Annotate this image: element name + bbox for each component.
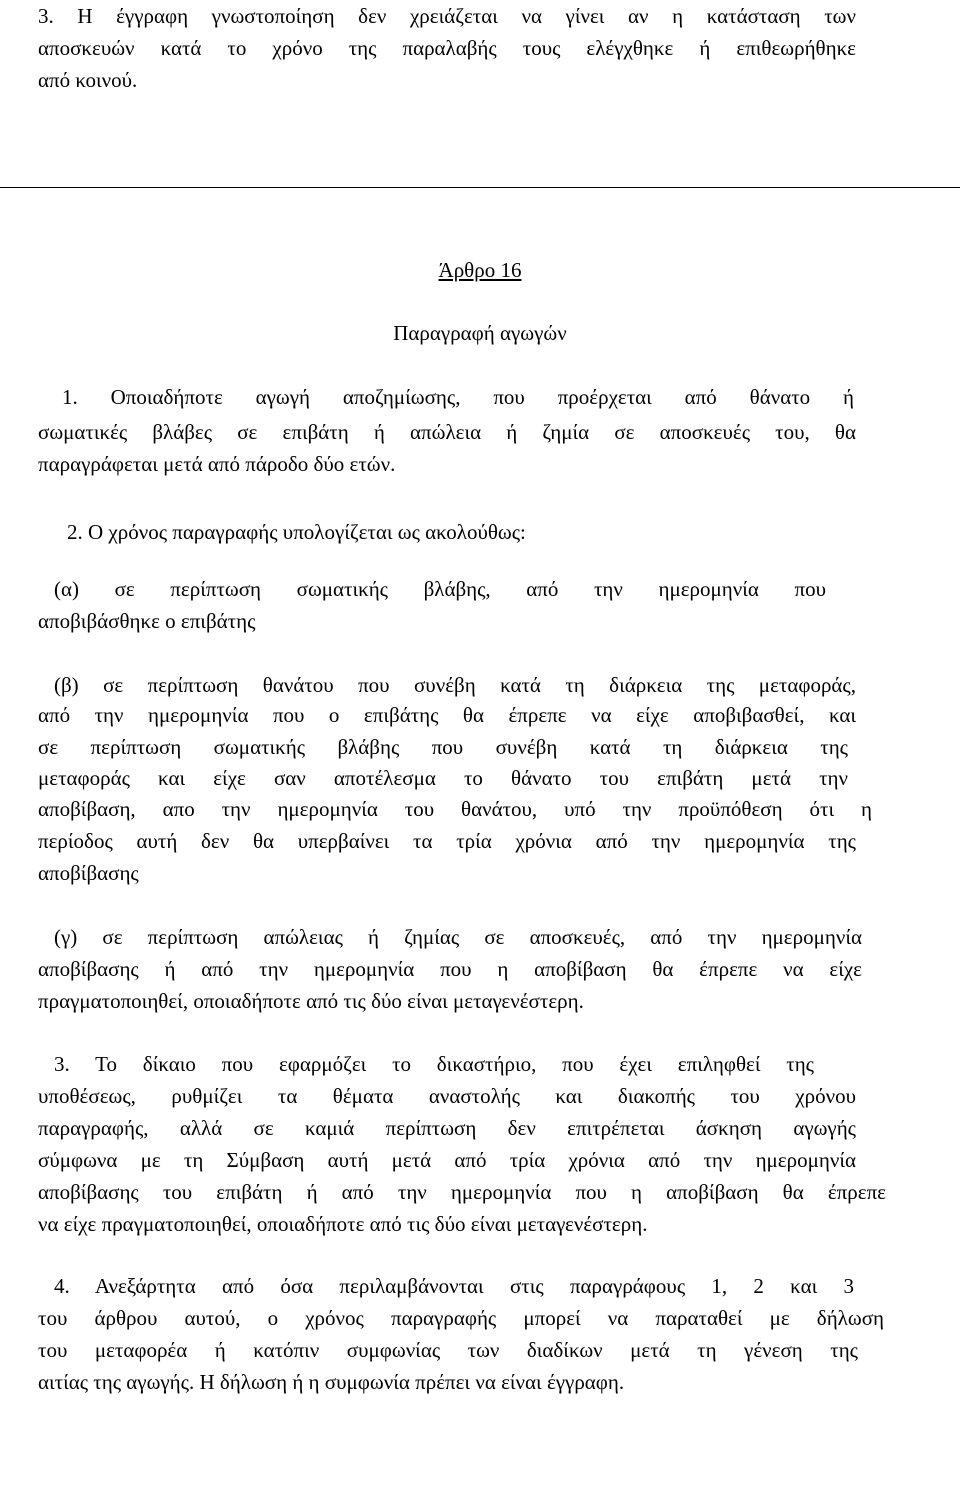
paragraph-4-line-2: του άρθρου αυτού, ο χρόνος παραγραφής μπορεί να παραταθεί με δήλωση xyxy=(38,1306,884,1330)
clause-b-line-1: (β) σε περίπτωση θανάτου που συνέβη κατά τη διάρκεια της μεταφοράς, xyxy=(54,673,856,697)
clause-a-line-1: (α) σε περίπτωση σωματικής βλάβης, από την ημερομηνία που xyxy=(54,577,826,601)
paragraph-3b-line-3: παραγραφής, αλλά σε καμιά περίπτωση δεν επιτρέπεται άσκηση αγωγής xyxy=(38,1116,856,1140)
paragraph-3b-line-2: υποθέσεως, ρυθμίζει τα θέματα αναστολής και διακοπής του χρόνου xyxy=(38,1084,856,1108)
paragraph-2-intro: 2. Ο χρόνος παραγραφής υπολογίζεται ως ακολούθως: xyxy=(67,520,526,544)
paragraph-1-line-2: σωματικές βλάβες σε επιβάτη ή απώλεια ή ζημία σε αποσκευές του, θα xyxy=(38,420,856,444)
paragraph-3-line-3: από κοινού. xyxy=(38,68,138,92)
clause-c-line-3: πραγματοποιηθεί, οποιαδήποτε από τις δύο είναι μεταγενέστερη. xyxy=(38,989,584,1013)
clause-c-line-1: (γ) σε περίπτωση απώλειας ή ζημίας σε αποσκευές, από την ημερομηνία xyxy=(54,925,862,949)
paragraph-1-line-3: παραγράφεται μετά από πάροδο δύο ετών. xyxy=(38,452,396,476)
clause-b-line-3: σε περίπτωση σωματικής βλάβης που συνέβη κατά τη διάρκεια της xyxy=(38,735,848,759)
paragraph-3b-line-6: να είχε πραγματοποιηθεί, οποιαδήποτε από τις δύο είναι μεταγενέστερη. xyxy=(38,1212,648,1236)
clause-b-line-7: αποβίβασης xyxy=(38,861,139,885)
paragraph-4-line-1: 4. Ανεξάρτητα από όσα περιλαμβάνονται στις παραγράφους 1, 2 και 3 xyxy=(54,1274,854,1298)
clause-b-line-6: περίοδος αυτή δεν θα υπερβαίνει τα τρία χρόνια από την ημερομηνία της xyxy=(38,829,856,853)
paragraph-4-line-3: του μεταφορέα ή κατόπιν συμφωνίας των διαδίκων μετά τη γένεση της xyxy=(38,1338,858,1362)
paragraph-4-line-4: αιτίας της αγωγής. Η δήλωση ή η συμφωνία πρέπει να είναι έγγραφη. xyxy=(38,1370,625,1394)
paragraph-3b-line-4: σύμφωνα με τη Σύμβαση αυτή μετά από τρία χρόνια από την ημερομηνία xyxy=(38,1148,856,1172)
paragraph-3b-line-1: 3. Το δίκαιο που εφαρμόζει το δικαστήριο, που έχει επιληφθεί της xyxy=(54,1052,814,1076)
paragraph-3-line-2: αποσκευών κατά το χρόνο της παραλαβής τους ελέγχθηκε ή επιθεωρήθηκε xyxy=(38,36,856,60)
clause-a-line-2: αποβιβάσθηκε ο επιβάτης xyxy=(38,609,256,633)
clause-b-line-2: από την ημερομηνία που ο επιβάτης θα έπρεπε να είχε αποβιβασθεί, και xyxy=(38,703,856,727)
clause-c-line-2: αποβίβασης ή από την ημερομηνία που η αποβίβαση θα έπρεπε να είχε xyxy=(38,957,862,981)
article-title: Άρθρο 16 xyxy=(438,258,522,282)
section-divider xyxy=(0,187,960,188)
article-subtitle: Παραγραφή αγωγών xyxy=(393,321,567,345)
paragraph-3b-line-5: αποβίβασης του επιβάτη ή από την ημερομηνία που η αποβίβαση θα έπρεπε xyxy=(38,1180,886,1204)
paragraph-1-line-1: 1. Οποιαδήποτε αγωγή αποζημίωσης, που προέρχεται από θάνατο ή xyxy=(62,385,854,409)
paragraph-3-line-1: 3. Η έγγραφη γνωστοποίηση δεν χρειάζεται να γίνει αν η κατάσταση των xyxy=(38,4,856,28)
clause-b-line-4: μεταφοράς και είχε σαν αποτέλεσμα το θάνατο του επιβάτη μετά την xyxy=(38,766,848,790)
clause-b-line-5: αποβίβαση, απο την ημερομηνία του θανάτου, υπό την προϋπόθεση ότι η xyxy=(38,797,872,821)
